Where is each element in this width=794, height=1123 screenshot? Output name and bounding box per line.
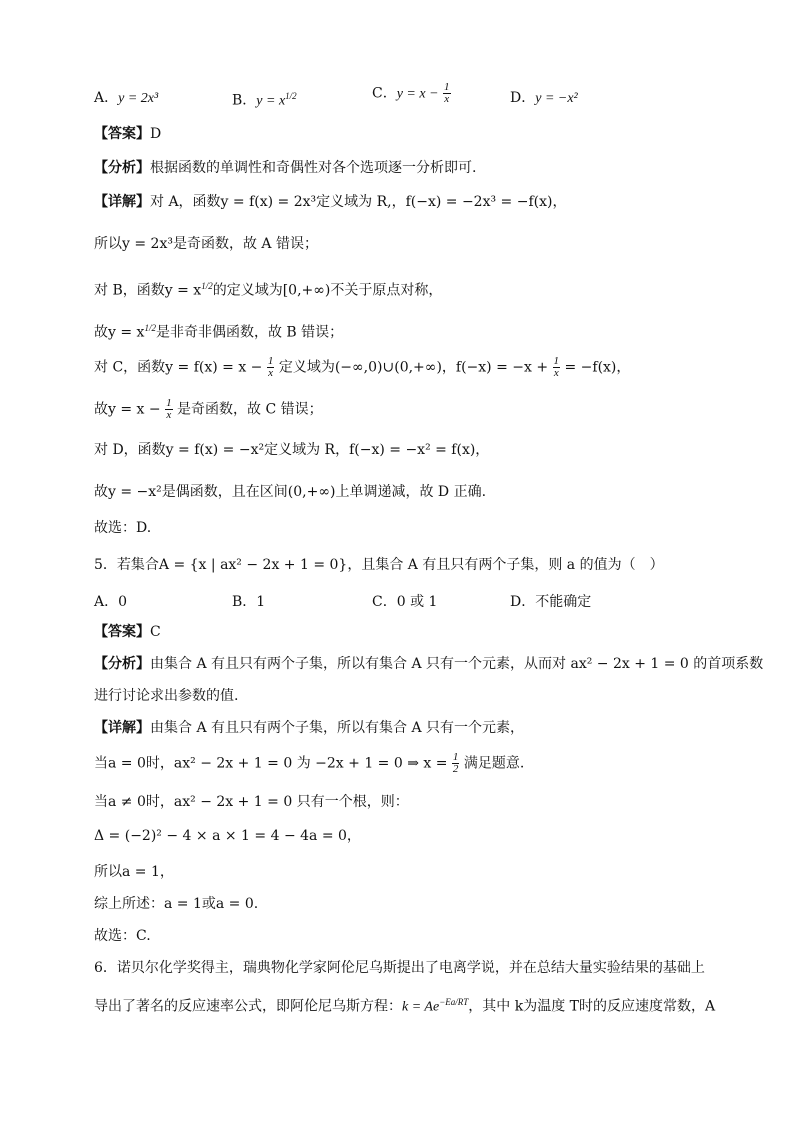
q5-stem: 5．若集合A = {x | ax² − 2x + 1 = 0}，且集合 A 有且只有两个子集，则 a 的值为（ ） (94, 557, 664, 573)
q6-line1: 6．诺贝尔化学奖得主，瑞典物化学家阿伦尼乌斯提出了电离学说，并在总结大量实验结果的基础上 (94, 960, 705, 976)
fraction: $\frac{1}{x}$ (553, 355, 560, 379)
option-a: A．y = 2x³ (94, 90, 159, 106)
q5-detail-3: 当a ≠ 0时，ax² − 2x + 1 = 0 只有一个根，则： (94, 794, 409, 810)
q5-detail-2: 当a = 0时，ax² − 2x + 1 = 0 为 −2x + 1 = 0 ⇒ x = $\frac{1}{2}$ 满足题意. (94, 751, 525, 775)
fraction: $\frac{1}{x}$ (166, 397, 172, 421)
q5-detail-5: 所以a = 1， (94, 864, 174, 880)
q4-detail-line5: 对 C，函数y = f(x) = x − $\frac{1}{x}$ 定义域为(−∞,0)∪(0,+∞)，f(−x) = −x + $\frac{1}{x}$ = −f(x)， (94, 355, 631, 379)
q5-analysis-2: 进行讨论求出参数的值. (94, 688, 239, 704)
fraction: $\frac{1}{2}$ (452, 751, 459, 775)
q6-line2: 导出了著名的反应速率公式，即阿伦尼乌斯方程：$k = Ae^{-Ea/RT}$，其中 k为温度 T时的反应速度常数，A (94, 997, 716, 1015)
q5-detail-6: 综上所述：a = 1或a = 0. (94, 896, 259, 912)
option-c: C．y = x − $\frac{1}{x}$ (372, 81, 450, 105)
fraction: $\frac{1}{x}$ (444, 81, 450, 105)
option-b: B．$y = x^{1/2}$ (232, 91, 297, 109)
q4-detail-line3: 对 B，函数$y = x^{1/2}$的定义域为[0,+∞)不关于原点对称， (94, 281, 443, 299)
q5-answer: 【答案】C (94, 624, 161, 640)
q4-answer: 【答案】D (94, 126, 162, 142)
q5-detail-1: 【详解】由集合 A 有且只有两个子集，所以有集合 A 只有一个元素， (94, 720, 525, 736)
arrhenius-formula: k = Ae (402, 999, 440, 1015)
q4-detail-line6: 故y = x − $\frac{1}{x}$ 是奇函数，故 C 错误； (94, 397, 323, 421)
q5-detail-4: Δ = (−2)² − 4 × a × 1 = 4 − 4a = 0， (94, 828, 361, 844)
q5-option-c: C．0 或 1 (372, 594, 438, 610)
option-d: D．y = −x² (510, 90, 578, 106)
q4-choose: 故选：D. (94, 520, 152, 536)
q4-detail-line7: 对 D，函数y = f(x) = −x²定义域为 R，f(−x) = −x² = f(x)， (94, 442, 490, 458)
q4-detail-line1: 【详解】对 A，函数y = f(x) = 2x³定义域为 R,，f(−x) = −2x³ = −f(x)， (94, 194, 567, 210)
q4-analysis: 【分析】根据函数的单调性和奇偶性对各个选项逐一分析即可. (94, 160, 477, 176)
q4-detail-line2: 所以y = 2x³是奇函数，故 A 错误； (94, 236, 318, 252)
q5-option-a: A．0 (94, 594, 128, 610)
q5-option-b: B．1 (232, 594, 266, 610)
fraction: $\frac{1}{x}$ (267, 355, 274, 379)
q4-detail-line8: 故y = −x²是偶函数，且在区间(0,+∞)上单调递减，故 D 正确. (94, 484, 487, 500)
q4-detail-line4: 故$y = x^{1/2}$是非奇非偶函数，故 B 错误； (94, 323, 344, 341)
q5-option-d: D．不能确定 (510, 594, 592, 610)
q5-choose: 故选：C. (94, 928, 151, 944)
q5-analysis-1: 【分析】由集合 A 有且只有两个子集，所以有集合 A 只有一个元素，从而对 ax² − 2x + 1 = 0 的首项系数 (94, 656, 764, 672)
